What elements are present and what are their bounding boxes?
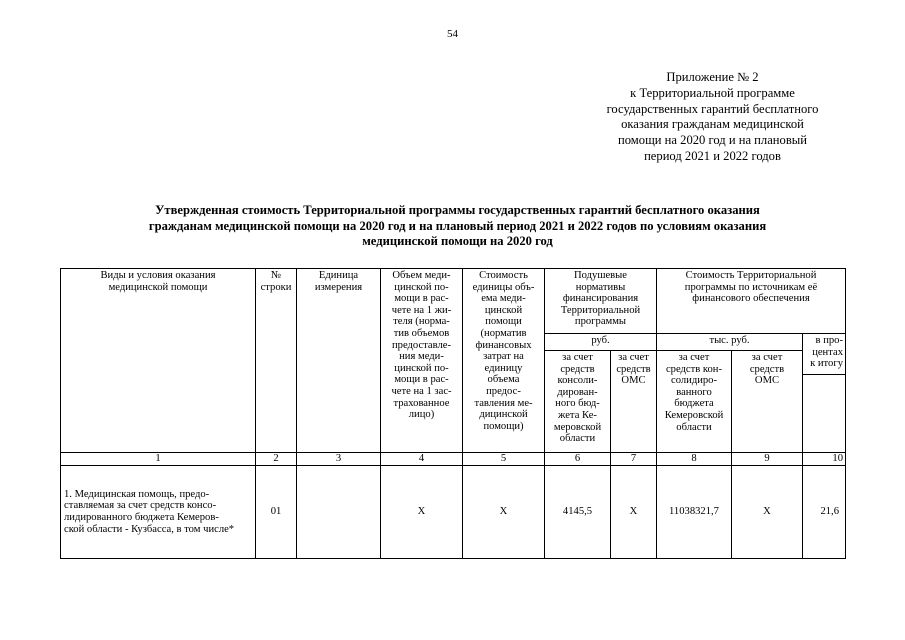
- column-number: 8: [657, 453, 732, 466]
- column-number: 2: [256, 453, 297, 466]
- text-line: солидиро-: [671, 375, 717, 387]
- appendix-line: к Территориальной программе: [630, 85, 795, 100]
- text-line: Стоимость: [479, 270, 528, 281]
- text-line: меровской: [553, 421, 602, 433]
- text-line: области: [676, 421, 712, 433]
- header-unit: [297, 269, 381, 453]
- row-per-capita-oms: Х: [611, 466, 657, 559]
- column-number: 4: [381, 453, 463, 466]
- text-line: области: [559, 433, 596, 445]
- appendix-line: помощи на 2020 год и на плановый: [618, 133, 807, 148]
- header-oms-per-capita: [611, 351, 657, 453]
- text-line: предос-: [486, 385, 521, 397]
- column-number: 1: [61, 453, 256, 466]
- row-per-capita-budget: 4145,5: [545, 466, 611, 559]
- text-line: дицинской: [479, 409, 528, 421]
- text-line: трахованное: [393, 397, 450, 409]
- text-line: программы: [574, 316, 627, 328]
- text-line: к итогу: [810, 358, 843, 370]
- text-line: цинской по-: [394, 281, 449, 293]
- header-consolidated-budget-cost: [657, 351, 732, 453]
- text-line: лидированного бюджета Кемеров-: [64, 512, 219, 523]
- text-line: финансового обеспечения: [692, 293, 810, 305]
- text-line: Территориальной: [560, 304, 641, 316]
- text-line: цинской: [484, 304, 523, 316]
- text-line: №: [270, 270, 282, 281]
- column-number: 7: [611, 453, 657, 466]
- text-line: центах: [812, 346, 843, 358]
- text-line: ОМС: [621, 375, 646, 387]
- text-line: за счет: [751, 352, 783, 363]
- table-row: [61, 466, 846, 559]
- row-unit-cost: Х: [463, 466, 545, 559]
- text-line: за счет: [618, 352, 649, 363]
- text-line: измерения: [314, 281, 363, 293]
- column-number: 10: [803, 453, 846, 466]
- text-line: чете на 1 зас-: [391, 385, 452, 397]
- text-line: ставляемая за счет средств консо-: [64, 500, 217, 512]
- text-line: затрат на: [483, 351, 524, 363]
- text-line: ванного: [676, 386, 712, 398]
- text-line: мощи в рас-: [394, 293, 449, 305]
- text-line: Единица: [318, 270, 359, 281]
- column-number: 5: [463, 453, 545, 466]
- text-line: предоставле-: [391, 339, 452, 351]
- text-line: единицу: [484, 362, 523, 374]
- column-number: 9: [732, 453, 803, 466]
- text-line: нормативы: [575, 281, 626, 293]
- text-line: ния меди-: [399, 351, 444, 363]
- text-line: консоли-: [557, 375, 598, 387]
- row-unit: [297, 466, 381, 559]
- title-line: медицинской помощи на 2020 год: [362, 234, 553, 249]
- appendix-line: оказания гражданам медицинской: [621, 117, 804, 132]
- text-line: цинской по-: [394, 362, 449, 374]
- text-line: мощи в рас-: [394, 374, 449, 386]
- appendix-line: период 2021 и 2022 годов: [644, 148, 781, 163]
- row-cost-budget: 11038321,7: [657, 466, 732, 559]
- header-volume-norm: [381, 269, 463, 453]
- header-unit-cost: [463, 269, 545, 453]
- text-line: объема: [487, 374, 520, 386]
- row-label: [61, 466, 256, 559]
- document-title: [60, 203, 855, 250]
- text-line: средств кон-: [665, 363, 723, 375]
- text-line: Подушевые: [573, 270, 627, 281]
- text-line: ема меди-: [481, 293, 526, 305]
- text-line: тавления ме-: [474, 397, 533, 409]
- text-line: финансовых: [475, 339, 532, 351]
- header-program-cost: [657, 269, 846, 334]
- title-line: Утвержденная стоимость Территориальной программы государственных гарантий бесплатного оказания: [155, 203, 760, 217]
- text-line: жета Ке-: [558, 409, 597, 421]
- column-number: 3: [297, 453, 381, 466]
- text-line: единицы объ-: [472, 281, 535, 293]
- text-line: финансирования: [562, 293, 639, 305]
- column-number: 6: [545, 453, 611, 466]
- header-service-type: [61, 269, 256, 453]
- text-line: в про-: [815, 335, 843, 346]
- header-percent-blank: [803, 375, 846, 453]
- text-line: лицо): [408, 409, 435, 421]
- header-per-capita-norms: [545, 269, 657, 334]
- row-cost-oms: Х: [732, 466, 803, 559]
- text-line: за счет: [562, 352, 593, 363]
- header-oms-cost: [732, 351, 803, 453]
- text-line: тив объемов: [393, 327, 450, 339]
- row-volume: Х: [381, 466, 463, 559]
- text-line: медицинской помощи: [108, 281, 208, 293]
- appendix-line: Приложение № 2: [666, 70, 759, 84]
- text-line: помощи: [485, 316, 522, 328]
- row-line-number: 01: [256, 466, 297, 559]
- text-line: дирован-: [557, 386, 598, 398]
- text-line: ской области - Кузбасса, в том числе*: [64, 523, 235, 535]
- header-percent-total: [803, 334, 846, 375]
- appendix-note: [580, 70, 845, 165]
- header-consolidated-budget-per-capita: [545, 351, 611, 453]
- text-line: Объем меди-: [392, 270, 451, 281]
- text-line: чете на 1 жи-: [391, 304, 452, 316]
- appendix-line: государственных гарантий бесплатного: [606, 101, 819, 116]
- text-line: Виды и условия оказания: [100, 270, 216, 281]
- header-unit-rub: руб.: [545, 334, 657, 351]
- text-line: теля (норма-: [393, 316, 450, 328]
- text-line: средств: [749, 363, 785, 375]
- text-line: ного бюд-: [555, 398, 600, 410]
- text-line: средств: [560, 363, 595, 375]
- row-percent: 21,6: [803, 466, 846, 559]
- text-line: программы по источникам её: [684, 281, 818, 293]
- text-line: 1. Медицинская помощь, предо-: [64, 488, 210, 500]
- page-number: 54: [447, 28, 458, 40]
- header-line-number: [256, 269, 297, 453]
- text-line: строки: [260, 281, 292, 293]
- title-line: гражданам медицинской помощи на 2020 год и на плановый период 2021 и 2022 годов по условиям оказания: [148, 218, 767, 233]
- text-line: Кемеровской: [664, 409, 724, 421]
- text-line: Стоимость Территориальной: [685, 270, 817, 281]
- text-line: (норматив: [480, 327, 527, 339]
- text-line: помощи): [483, 420, 524, 432]
- text-line: бюджета: [674, 398, 714, 410]
- text-line: средств: [616, 363, 651, 375]
- text-line: за счет: [678, 352, 710, 363]
- header-unit-thousand-rub: тыс. руб.: [657, 334, 803, 351]
- text-line: ОМС: [754, 375, 780, 387]
- cost-table: [60, 268, 846, 559]
